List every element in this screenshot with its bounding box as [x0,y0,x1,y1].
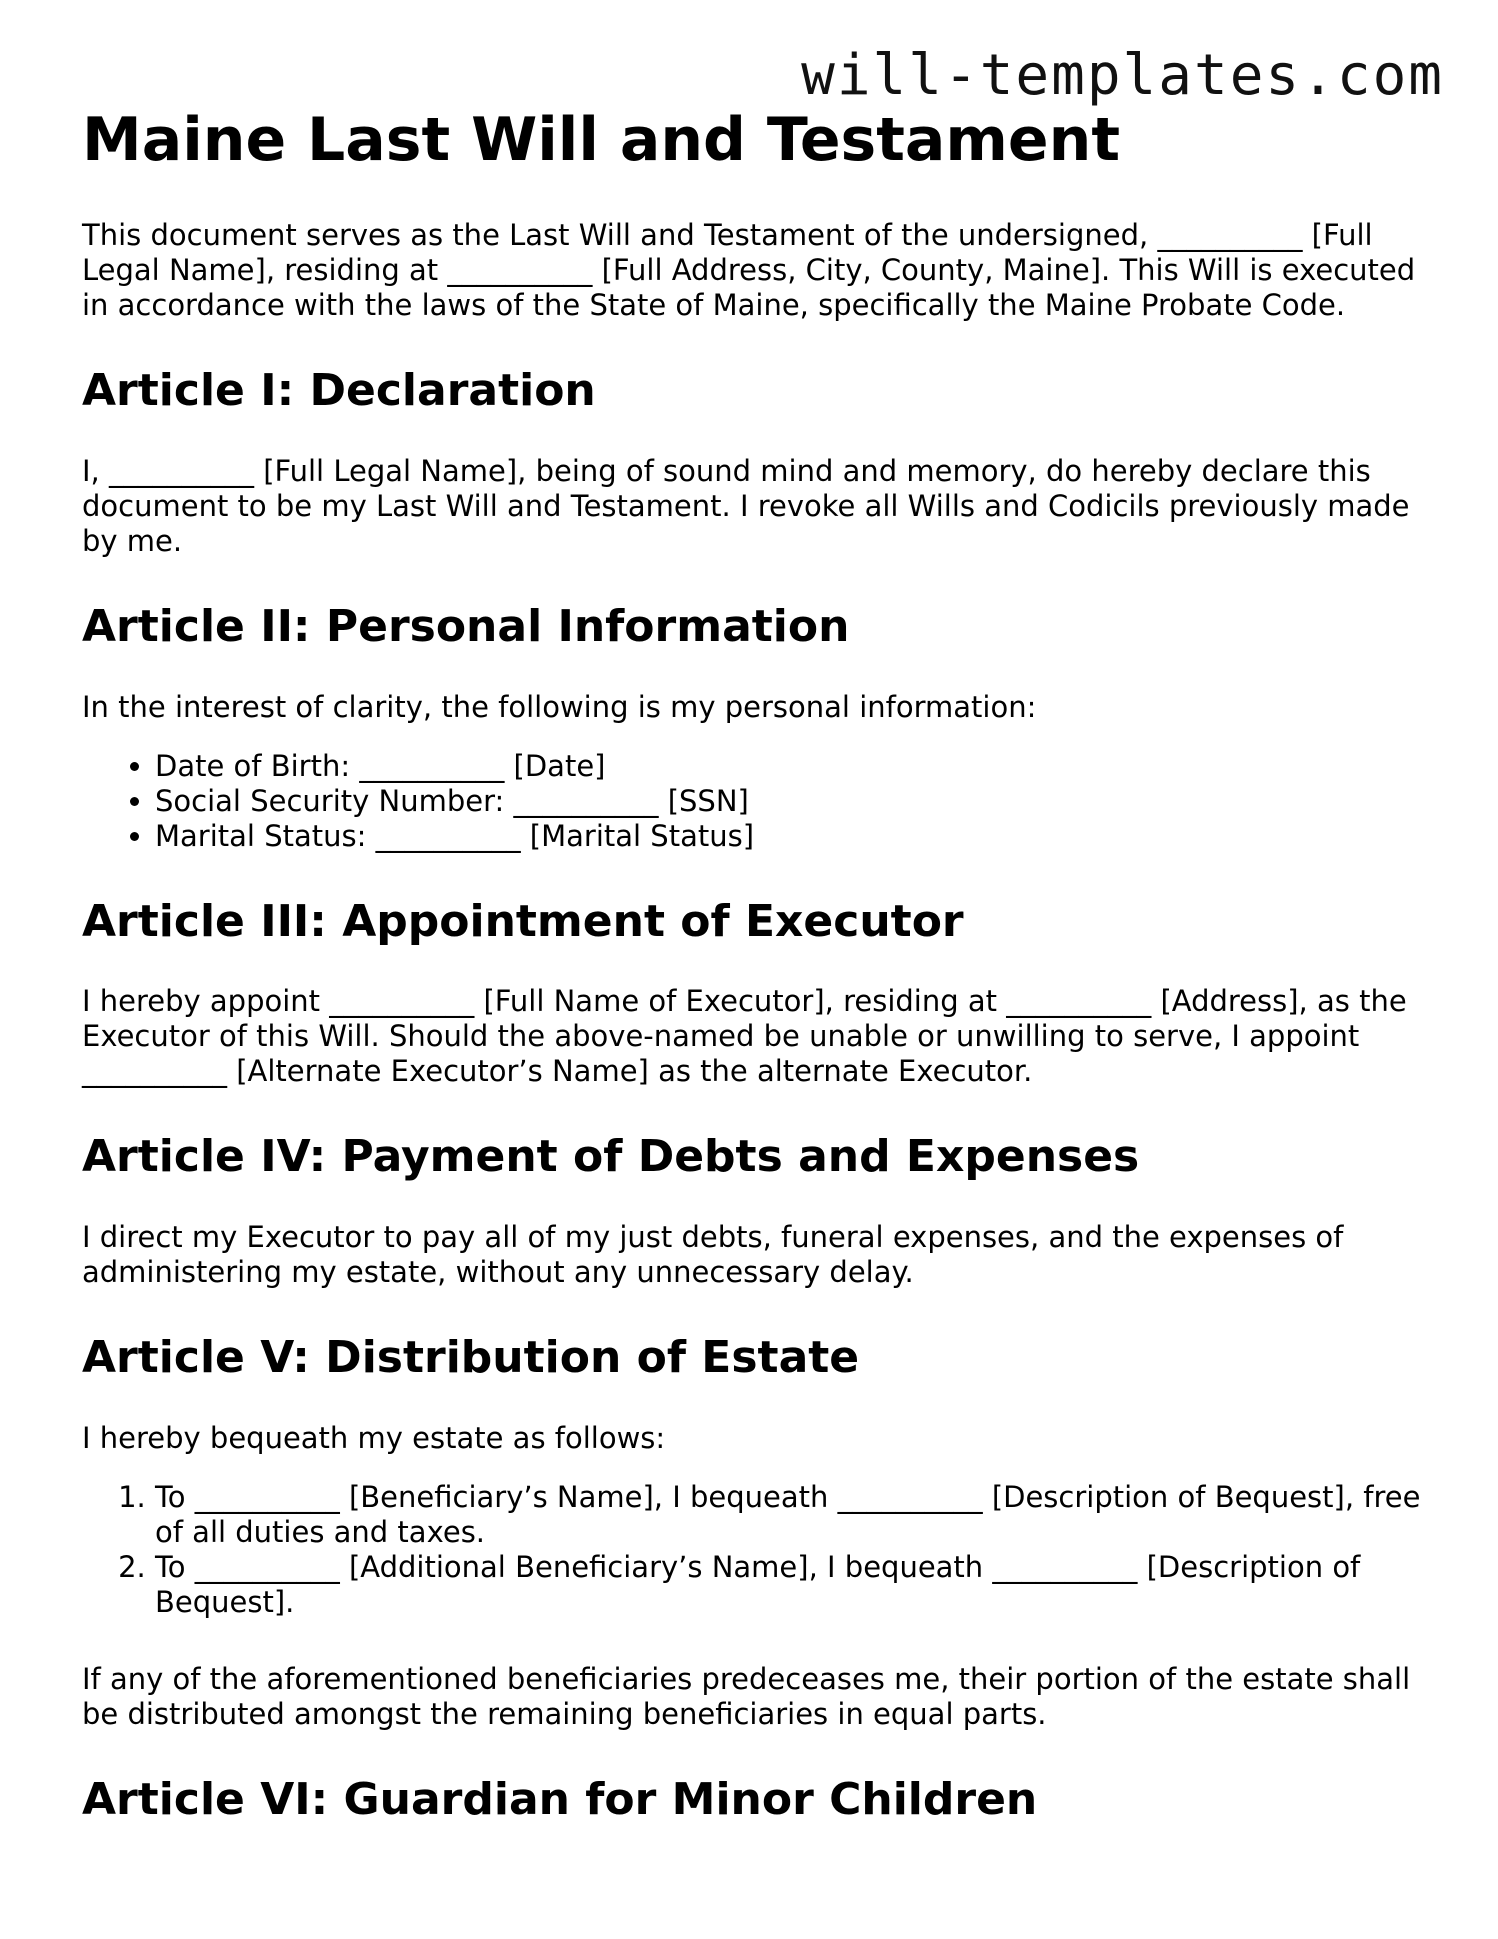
list-item: • Social Security Number: __________ [SSN] [155,784,1427,819]
article-paragraph: I, __________ [Full Legal Name], being of sound mind and memory, do hereby declare this document to be my Last Will and Testament. I revoke all Wills and Codicils previously made by me. [82,453,1410,558]
list-item: 1. To __________ [Beneficiary’s Name], I bequeath __________ [Description of Bequest], free of all duties and taxes. [155,1480,1427,1550]
article-6 [82,1774,1427,1827]
article-paragraph: I direct my Executor to pay all of my just debts, funeral expenses, and the expenses of administering my estate, without any unnecessary delay. [82,1220,1344,1290]
list-item: • Date of Birth: __________ [Date] [155,749,1427,784]
article-paragraph: I hereby appoint __________ [Full Name of Executor], residing at __________ [Address], as the Executor of this Will. Should the above-named be unable or unwilling to serve, I appoint __________ [Alternate Executor’s Name] as the alternate Executor. [82,984,1407,1089]
watermark: will-templates.com [801,43,1444,108]
article-heading: Article III: Appointment of Executor [82,895,964,947]
list-item: • Marital Status: __________ [Marital Status] [155,819,1427,854]
article-paragraph: If any of the aforementioned beneficiaries predeceases me, their portion of the estate shall be distributed amongst the remaining beneficiaries in equal parts. [82,1661,1411,1731]
article-5 [82,1332,1427,1732]
list-item: 2. To __________ [Additional Beneficiary’s Name], I bequeath __________ [Description of Bequest]. [155,1550,1427,1620]
article-4 [82,1131,1427,1290]
article-3 [82,896,1427,1090]
document-page [82,100,1427,1863]
article-heading: Article V: Distribution of Estate [82,1332,860,1384]
article-2 [82,601,1427,854]
intro-paragraph: This document serves as the Last Will and Testament of the undersigned, __________ [Full Legal Name], residing at __________ [Full Address, City, County, Maine]. This Will is executed in accordance with the laws of the State of Maine, specifically the Maine Probate Code. [82,218,1416,322]
article-heading: Article VI: Guardian for Minor Children [82,1773,1038,1825]
article-heading: Article IV: Payment of Debts and Expenses [82,1131,1140,1183]
article-heading: Article I: Declaration [82,365,596,416]
bequest-list [82,1480,1427,1620]
personal-info-list [82,749,1427,854]
document-title: Maine Last Will and Testament [82,105,1121,175]
article-1 [82,365,1427,559]
article-heading: Article II: Personal Information [82,600,850,652]
article-paragraph: I hereby bequeath my estate as follows: [82,1420,666,1455]
article-paragraph: In the interest of clarity, the following is my personal information: [82,689,1037,724]
